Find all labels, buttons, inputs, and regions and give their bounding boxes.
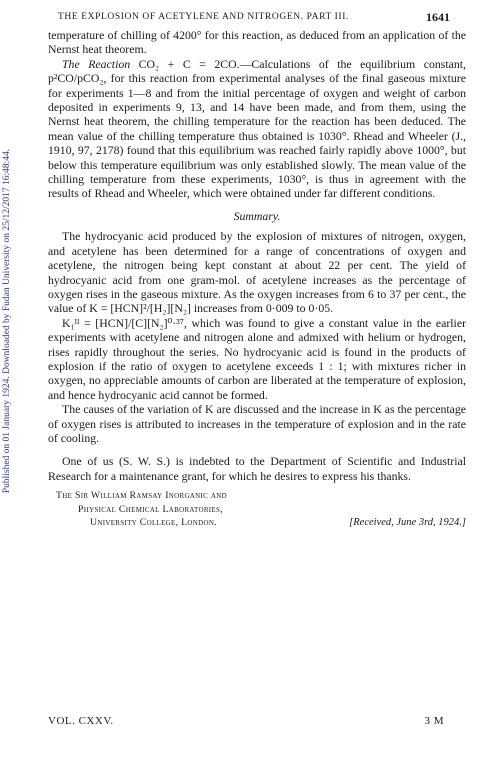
running-header (58, 10, 450, 26)
running-title: THE EXPLOSION OF ACETYLENE AND NITROGEN. PART III. (58, 12, 349, 22)
address-line-3-text: University College, London. (90, 517, 217, 529)
received-date: [Received, June 3rd, 1924.] (349, 517, 466, 529)
summary-paragraph-3: The causes of the variation of K are discussed and the increase in K as the percentage of oxygen rises is attributed to increases in the temperature of explosion and in the rate of cooling. (48, 402, 466, 445)
reaction-text: CO₂ + C = 2CO.—Calculations of the equilibrium constant, p²CO/pCO₂, for this reaction from experimental analyses of the final gaseous mixture for experiments 1—8 and from the initial percentage of oxygen and weight of carbon deposited in experiments 9, 13, and 14 have been made, and from them, using the Nernst heat theorem, the chilling temperature for the reaction has been deduced. The mean value of the chilling temperature thus obtained is 1030°. Rhead and Wheeler (J., 1910, 97, 2178) found that this equilibrium was reached fairly rapidly above 1000°, but below this temperature equilibrium was only established slowly. The mean value of the chilling temperature from these experiments, 1030°, is thus in agreement with the results of Rhead and Wheeler, which were obtained under far different conditions. (48, 56, 466, 201)
signature-mark: 3 M (424, 715, 444, 727)
article-body (48, 28, 466, 530)
institution-address (48, 489, 466, 530)
volume-label: VOL. CXXV. (48, 715, 114, 727)
summary-paragraph-2: K₁ᴵᴵ = [HCN]/[C][N₂]⁰·³⁷, which was found to give a constant value in the earlier experiments with acetylene and nitrogen alone and admixed with helium or hydrogen, rises rapidly throughout the series. No hydrocyanic acid is found in the products of explosion if the ratio of oxygen to acetylene exceeds 1 : 1; with mixtures richer in oxygen, no appreciable amounts of carbon are liberated at the temperature of explosion, and hence hydrocyanic acid cannot be formed. (48, 315, 466, 402)
address-line-1: The Sir William Ramsay Inorganic and (56, 490, 227, 502)
paragraph-continuation: temperature of chilling of 4200° for this reaction, as deduced from an application of the Nernst heat theorem. (48, 28, 466, 57)
address-line-3 (48, 516, 466, 530)
reaction-label: The Reaction (62, 56, 131, 71)
side-provenance-note (3, 60, 17, 580)
summary-paragraph-1: The hydrocyanic acid produced by the explosion of mixtures of nitrogen, oxygen, and acetylene has been determined for a range of concentrations of oxygen and acetylene, the nitrogen being kept constant at about 22 per cent. The yield of hydrocyanic acid from one gram-mol. of acetylene increases as the percentage of oxygen rises in the gaseous mixture. As the oxygen increases from 6 to 37 per cent., the value of K = [HCN]²/[H₂][N₂] increases from 0·009 to 0·05. (48, 229, 466, 316)
acknowledgement: One of us (S. W. S.) is indebted to the Department of Scientific and Industrial Research for a maintenance grant, for which he desires to express his thanks. (48, 454, 466, 483)
page-number: 1641 (426, 10, 450, 24)
paragraph-reaction (48, 57, 466, 201)
address-line-2: Physical Chemical Laboratories, (78, 503, 223, 515)
side-note-text: Published on 01 January 1924. Downloaded by Fudan University on 25/12/2017 16:48:44. (2, 148, 12, 494)
summary-heading: Summary. (233, 208, 281, 223)
